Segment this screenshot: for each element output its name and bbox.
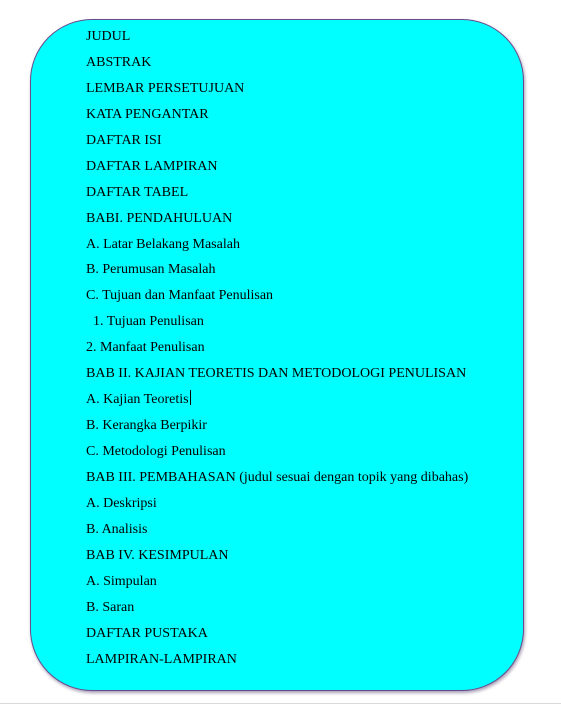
table-of-contents — [86, 27, 468, 675]
page-divider — [0, 703, 561, 704]
text-cursor — [190, 390, 191, 405]
toc-item-manfaat-penulisan[interactable]: 2. Manfaat Penulisan — [86, 340, 205, 356]
toc-item-daftar-isi[interactable]: DAFTAR ISI — [86, 132, 162, 148]
toc-item-lembar-persetujuan[interactable]: LEMBAR PERSETUJUAN — [86, 80, 245, 96]
toc-item-tujuan-penulisan[interactable]: 1. Tujuan Penulisan — [93, 314, 204, 330]
toc-item-kata-pengantar[interactable]: KATA PENGANTAR — [86, 106, 209, 122]
toc-item-abstrak[interactable]: ABSTRAK — [86, 54, 152, 70]
toc-item-kajian-teoretis[interactable] — [86, 390, 468, 416]
toc-item-bab-2[interactable]: BAB II. KAJIAN TEORETIS DAN METODOLOGI PENULISAN — [86, 366, 467, 382]
toc-item-simpulan[interactable]: A. Simpulan — [86, 573, 157, 589]
toc-item-bab-4[interactable]: BAB IV. KESIMPULAN — [86, 547, 229, 563]
toc-item-daftar-pustaka[interactable]: DAFTAR PUSTAKA — [86, 625, 208, 641]
toc-item-bab-3[interactable]: BAB III. PEMBAHASAN (judul sesuai dengan topik yang dibahas) — [86, 469, 469, 485]
toc-item-daftar-tabel[interactable]: DAFTAR TABEL — [86, 184, 189, 200]
toc-item-analisis[interactable]: B. Analisis — [86, 521, 148, 537]
toc-item-kajian-teoretis-text: A. Kajian Teoretis — [86, 392, 189, 408]
toc-item-latar-belakang[interactable]: A. Latar Belakang Masalah — [86, 236, 240, 252]
toc-item-tujuan-manfaat[interactable]: C. Tujuan dan Manfaat Penulisan — [86, 288, 274, 304]
toc-item-metodologi-penulisan[interactable]: C. Metodologi Penulisan — [86, 444, 226, 459]
toc-item-lampiran[interactable]: LAMPIRAN-LAMPIRAN — [86, 651, 237, 667]
toc-item-daftar-lampiran[interactable]: DAFTAR LAMPIRAN — [86, 158, 218, 174]
toc-item-judul[interactable]: JUDUL — [86, 29, 131, 44]
toc-item-deskripsi[interactable]: A. Deskripsi — [86, 495, 157, 511]
toc-item-bab-1[interactable]: BABI. PENDAHULUAN — [86, 210, 233, 226]
toc-item-perumusan-masalah[interactable]: B. Perumusan Masalah — [86, 262, 216, 278]
toc-item-kerangka-berpikir[interactable]: B. Kerangka Berpikir — [86, 418, 207, 434]
toc-item-saran[interactable]: B. Saran — [86, 599, 135, 615]
